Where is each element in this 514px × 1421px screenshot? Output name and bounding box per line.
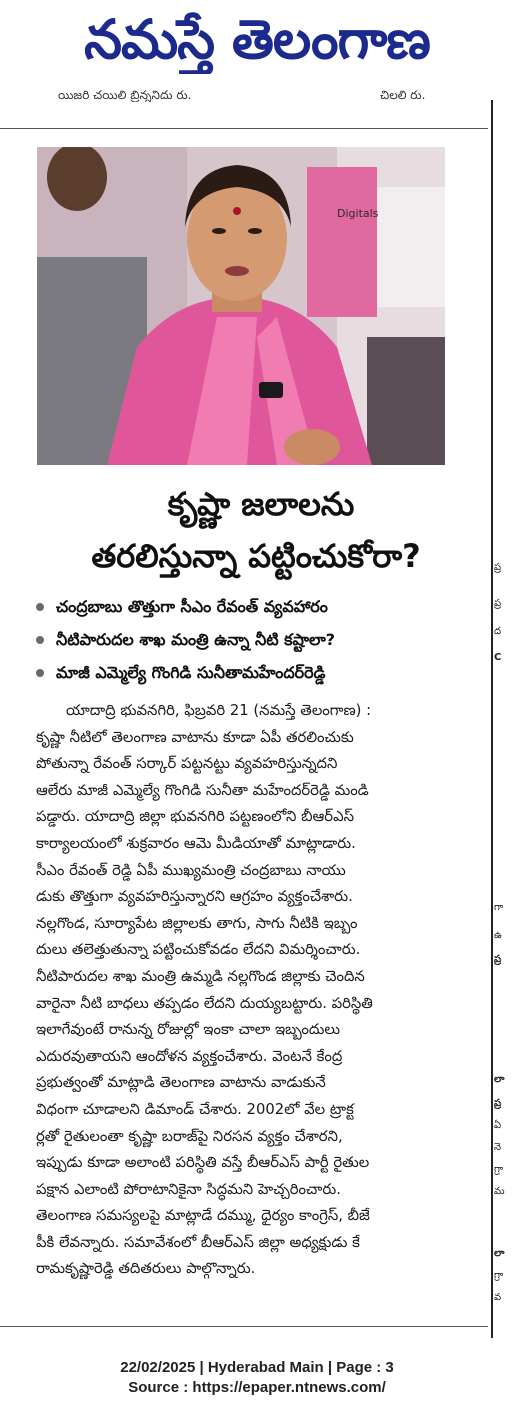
body-line: తెలంగాణ సమస్యలపై మాట్లాడే దమ్ము, ధైర్యం కాంగ్రెస్‌, బీజే (36, 1207, 370, 1225)
footer-date-edition: 22/02/2025 | Hyderabad Main | Page : 3 (120, 1359, 394, 1376)
body-line: సీఎం రేవంత్‌ రెడ్డి ఏపీ ముఖ్యమంత్రి చంద్రబాబు నాయు (36, 861, 346, 879)
previous-article-cutline-right: చిలలి రు. (380, 88, 426, 102)
edge-text: మ (494, 1186, 505, 1197)
body-line: ర్లతో రైతులంతా కృష్ణా బరాజ్‌పై నిరసన వ్యక్తం చేశారని, (36, 1127, 343, 1145)
article-photo (37, 147, 445, 465)
bullet-item (36, 592, 486, 625)
top-divider (0, 128, 488, 129)
body-line: ప్రభుత్వంతో మాట్లాడి తెలంగాణ వాటాను వాడుకునే (36, 1074, 326, 1092)
body-line: నీటిపారుదల శాఖ మంత్రి ఉమ్మడి నల్లగొండ జిల్లాకు చెందిన (36, 967, 365, 985)
edge-text: గ్రా (494, 1164, 504, 1175)
edge-text: వ (494, 1292, 502, 1303)
body-line: ఆలేరు మాజీ ఎమ్మెల్యే గొంగిడి సునీతా మహేందర్‌రెడ్డి మండి (36, 781, 369, 799)
body-line: నల్లగొండ, సూర్యాపేట జిల్లాలకు తాగు, సాగు నీటికి ఇబ్బం (36, 914, 358, 932)
edge-text: ఉ (494, 930, 502, 941)
body-line: వారైనా నీటి బాధలు తప్పడం లేదని దుయ్యబట్టారు. పరిస్థితి (36, 994, 373, 1012)
previous-article-cutline: యిజరి చయిలి బ్రిన్ననిదు రు. (58, 88, 192, 102)
page-footer (0, 1358, 514, 1398)
bullet-dot-icon (36, 603, 44, 611)
footer-source-link[interactable]: Source : https://epaper.ntnews.com/ (128, 1379, 386, 1396)
body-line: కార్యాలయంలో శుక్రవారం ఆమె మీడియాతో మాట్లాడారు. (36, 834, 356, 852)
column-rule (491, 100, 493, 1338)
bullet-text: మాజీ ఎమ్మెల్యే గొంగిడి సునీతామహేందర్‌రెడ్డి (56, 663, 326, 682)
body-line: పడ్డారు. యాదాద్రి జిల్లా భువనగిరి పట్టణంలోని బీఆర్‌ఎస్‌ (36, 808, 354, 826)
edge-text: ప్ర (494, 562, 502, 573)
article-body (36, 698, 448, 1283)
bullet-dot-icon (36, 669, 44, 677)
bullet-dot-icon (36, 636, 44, 644)
body-line: రామకృష్ణారెడ్డి తదితరులు పాల్గొన్నారు. (36, 1260, 256, 1278)
subhead-bullets (36, 592, 486, 691)
bullet-text: చంద్రబాబు తొత్తుగా సీఎం రేవంత్‌ వ్యవహారం (56, 597, 328, 616)
edge-text: ద (494, 626, 502, 637)
speaker-photo-illustration (37, 147, 445, 465)
body-line: ఇలాగేవుంటే రానున్న రోజుల్లో ఇంకా చాలా ఇబ్బందులు (36, 1021, 341, 1039)
body-line: పీకి లేవన్నారు. సమావేశంలో బీఆర్‌ఎస్‌ జిల్లా అధ్యక్షుడు కే (36, 1233, 360, 1251)
headline-line-1: కృష్ణా జలాలను (167, 485, 355, 523)
edge-text: ప్ర (494, 1098, 502, 1109)
body-line: కృష్ణా నీటిలో తెలంగాణ వాటాను కూడా ఏపీ తరలించుకు (36, 728, 354, 746)
edge-text: ఏ (494, 1120, 502, 1131)
masthead (0, 0, 514, 78)
body-line: విధంగా చూడాలని డిమాండ్‌ చేశారు. 2002లో వేల ట్రాక్ట (36, 1100, 354, 1118)
edge-text: ప్ర (494, 954, 502, 965)
body-line: యాదాద్రి భువనగిరి, ఫిబ్రవరి 21 (నమస్తే తెలంగాణ) : (66, 702, 372, 719)
edge-text: లా (494, 1248, 505, 1259)
edge-text: నె (494, 1142, 502, 1153)
body-line: ఇప్పుడు కూడా అలాంటి పరిస్థితి వస్తే బీఆర్‌ఎస్‌ పార్టీ రైతుల (36, 1154, 370, 1172)
edge-text: C (494, 652, 502, 663)
bullet-item (36, 658, 486, 691)
edge-text: ప్ర (494, 598, 502, 609)
edge-text: లా (494, 1074, 505, 1085)
edge-text: గా (494, 902, 504, 913)
bottom-divider (0, 1326, 488, 1327)
bullet-text: నీటిపారుదల శాఖ మంత్రి ఉన్నా నీటి కష్టాలా? (56, 630, 336, 649)
body-line: పక్షాన ఎలాంటి పోరాటానికైనా సిద్ధమని హెచ్చరించారు. (36, 1180, 341, 1198)
bullet-item (36, 625, 486, 658)
headline-line-2: తరలిస్తున్నా పట్టించుకోరా? (91, 537, 421, 575)
body-line: డుకు తొత్తుగా వ్యవహరిస్తున్నారని ఆగ్రహం వ్యక్తంచేశారు. (36, 888, 353, 906)
article-headline (36, 478, 476, 582)
body-line: దులు తలెత్తుతున్నా పట్టించుకోవడం లేదని విమర్శించారు. (36, 941, 361, 959)
body-line: పోతున్నా రేవంత్‌ సర్కార్‌ పట్టనట్టు వ్యవహరిస్తున్నదని (36, 755, 338, 773)
banner-text: Digitals (337, 207, 379, 220)
body-line: ఎదురవుతాయని ఆందోళన వ్యక్తంచేశారు. వెంటనే కేంద్ర (36, 1047, 343, 1065)
edge-text: గ్రా (494, 1270, 504, 1281)
newspaper-title: నమస్తే తెలంగాణ (84, 7, 430, 71)
